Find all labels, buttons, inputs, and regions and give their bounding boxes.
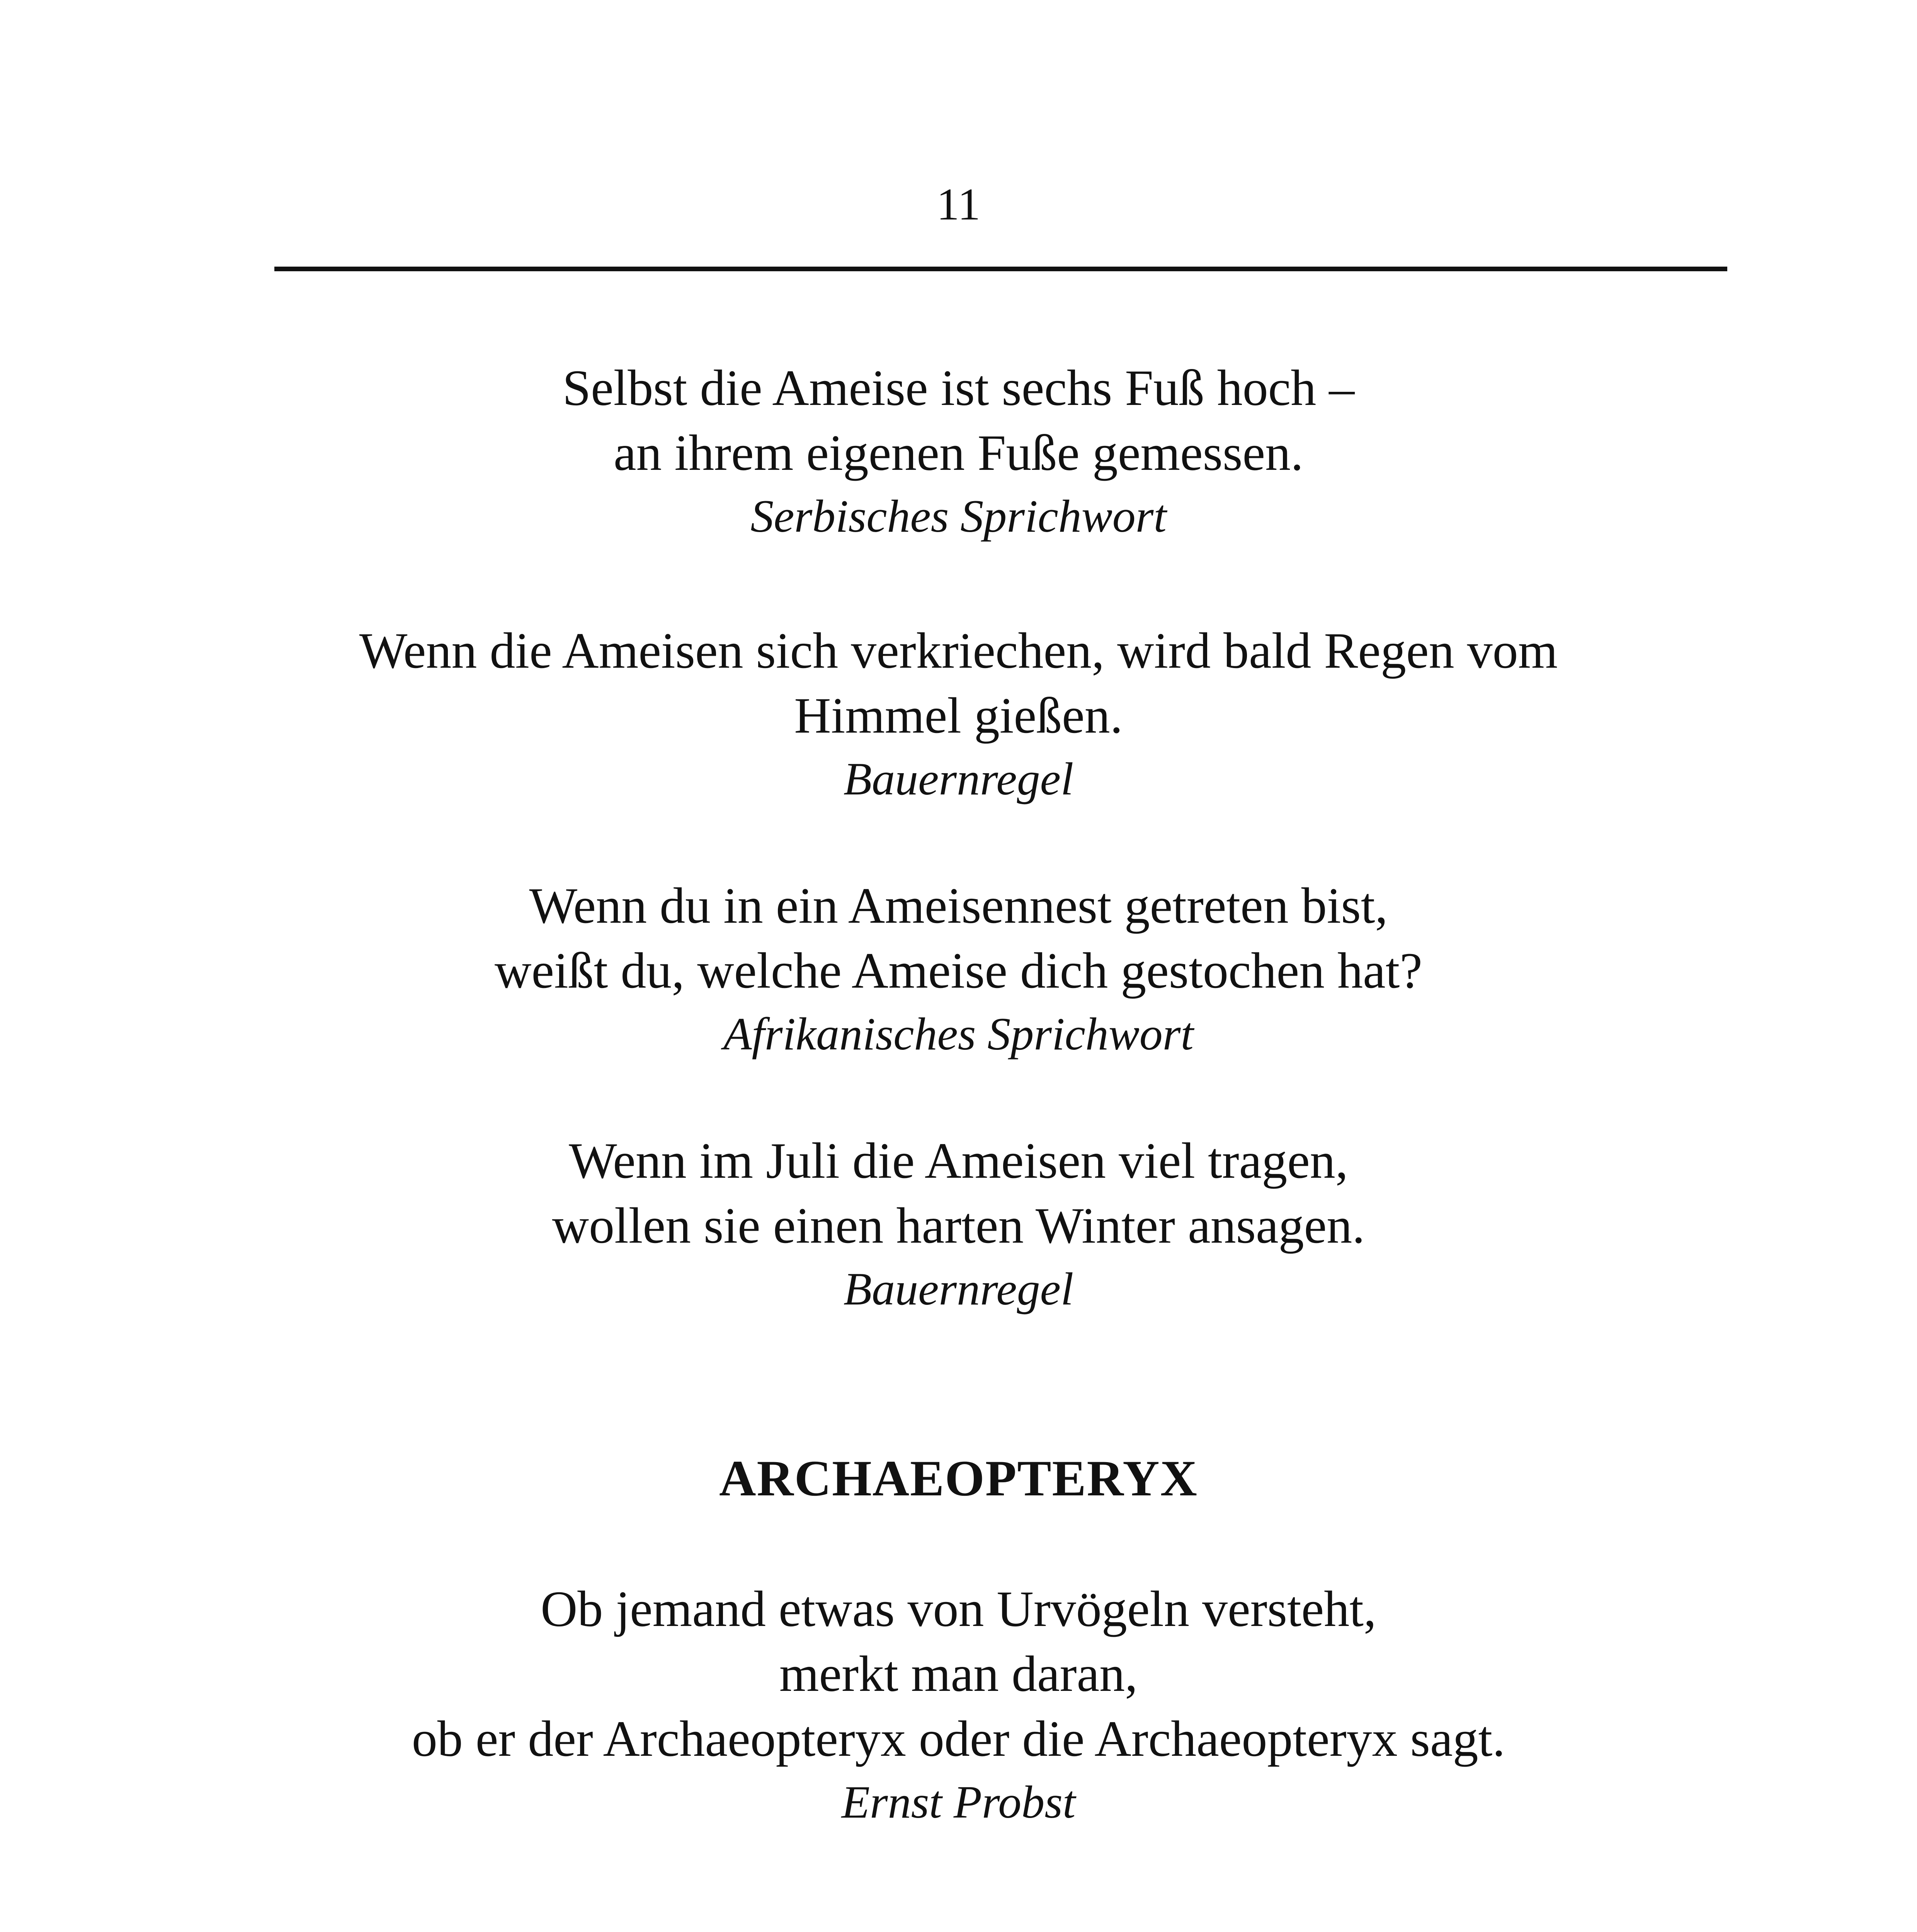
quote-line: weißt du, welche Ameise dich gestochen hat? — [495, 942, 1422, 999]
quote-line: ob er der Archaeopteryx oder die Archaeopteryx sagt. — [412, 1710, 1505, 1767]
page-number: 11 — [936, 179, 981, 230]
quote-source: Serbisches Sprichwort — [750, 490, 1167, 542]
quote-line: merkt man daran, — [779, 1645, 1138, 1702]
quote-block — [0, 873, 1917, 1065]
quote-source: Ernst Probst — [841, 1776, 1076, 1828]
quote-line: Wenn du in ein Ameisennest getreten bist, — [529, 877, 1388, 934]
quote-line: Ob jemand etwas von Urvögeln versteht, — [541, 1580, 1376, 1637]
section-heading-archaeopteryx: ARCHAEOPTERYX — [719, 1450, 1198, 1507]
header-rule — [274, 267, 1727, 271]
quote-source: Bauernregel — [843, 753, 1074, 804]
quote-line: an ihrem eigenen Fuße gemessen. — [613, 424, 1304, 481]
quote-block — [0, 355, 1917, 547]
quote-block — [0, 1577, 1917, 1833]
quote-line: Wenn im Juli die Ameisen viel tragen, — [569, 1132, 1348, 1189]
quote-line: Wenn die Ameisen sich verkriechen, wird bald Regen vom — [359, 622, 1558, 679]
quote-source: Afrikanisches Sprichwort — [723, 1008, 1194, 1060]
quote-block — [0, 618, 1917, 810]
quote-line: Himmel gießen. — [794, 687, 1123, 744]
quote-block — [0, 1128, 1917, 1320]
quote-line: wollen sie einen harten Winter ansagen. — [552, 1197, 1365, 1254]
quote-source: Bauernregel — [843, 1263, 1074, 1315]
quote-line: Selbst die Ameise ist sechs Fuß hoch – — [562, 359, 1355, 416]
